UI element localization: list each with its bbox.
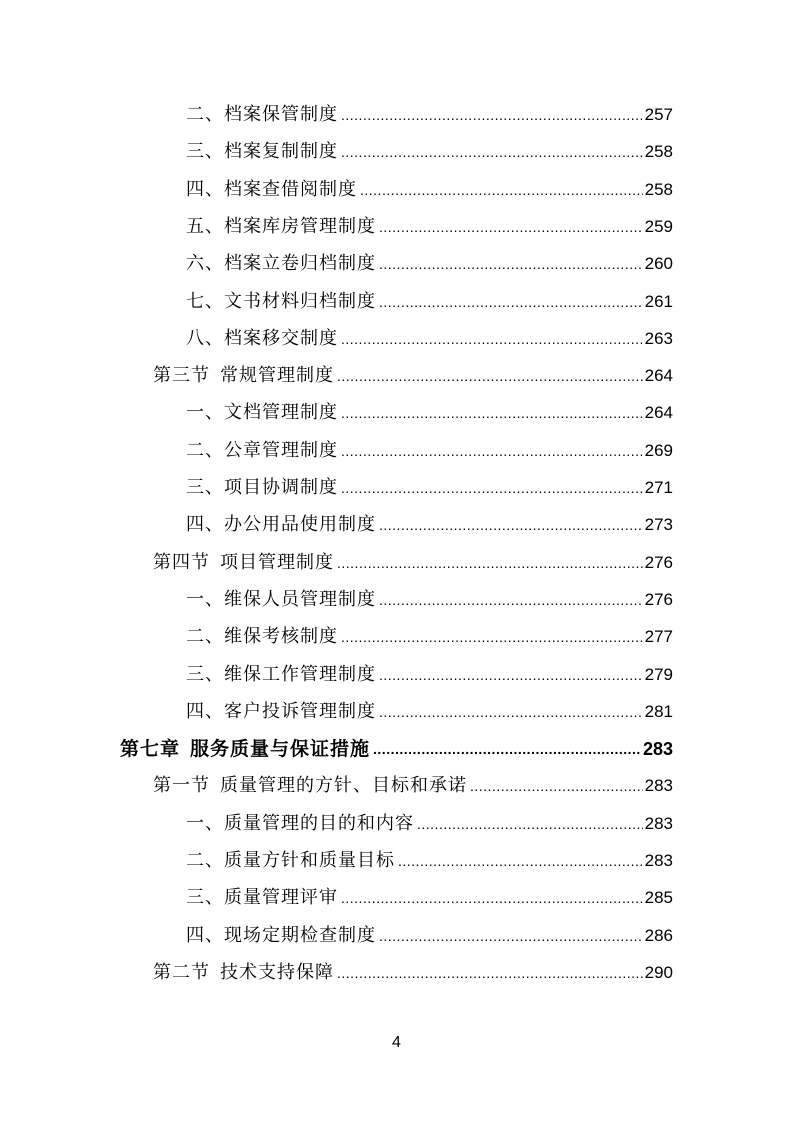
toc-entry-number: 三、 — [186, 141, 224, 163]
toc-entry-text: 办公用品使用制度 — [224, 514, 376, 536]
toc-entry-text: 档案保管制度 — [224, 104, 338, 125]
toc-entry-number: 三、 — [186, 887, 224, 909]
toc-entry-text: 文书材料归档制度 — [224, 290, 376, 312]
toc-entry-page: 273 — [644, 515, 673, 535]
toc-entry[interactable] — [186, 394, 673, 424]
toc-entry-page: 257 — [644, 105, 673, 124]
toc-dot-leader — [379, 216, 643, 238]
toc-entry[interactable] — [186, 805, 673, 835]
toc-dot-leader — [379, 664, 643, 686]
toc-entry-page: 290 — [644, 962, 673, 982]
toc-entry-page: 271 — [644, 478, 673, 497]
toc-dot-leader — [379, 589, 643, 611]
toc-entry-text: 常规管理制度 — [220, 365, 334, 387]
toc-dot-leader — [341, 328, 643, 350]
toc-entry-text: 项目协调制度 — [224, 477, 338, 498]
toc-entry[interactable] — [186, 693, 673, 723]
toc-entry[interactable] — [153, 357, 673, 387]
toc-dot-leader — [360, 179, 643, 201]
toc-entry-title — [186, 216, 376, 238]
toc-entry-title — [120, 738, 370, 760]
toc-entry[interactable] — [186, 96, 673, 126]
toc-dot-leader — [379, 925, 643, 947]
toc-entry-title — [186, 664, 376, 686]
page-number: 4 — [392, 1034, 401, 1051]
toc-entry-page: 283 — [644, 776, 673, 796]
toc-entry[interactable] — [186, 506, 673, 536]
toc-entry-text: 现场定期检查制度 — [224, 924, 376, 946]
toc-dot-leader — [341, 402, 643, 424]
toc-entry-number: 一、 — [186, 812, 224, 834]
toc-entry-page: 258 — [644, 179, 673, 199]
toc-entry-text: 质量方针和质量目标 — [224, 850, 395, 871]
toc-entry-number: 第三节 — [153, 365, 210, 387]
toc-entry-text: 维保人员管理制度 — [224, 588, 376, 610]
toc-dot-leader — [470, 775, 643, 797]
toc-entry-title — [153, 775, 467, 797]
toc-dot-leader — [379, 701, 643, 723]
toc-entry-number: 六、 — [186, 253, 224, 275]
toc-dot-leader — [337, 962, 643, 984]
toc-dot-leader — [373, 738, 641, 760]
toc-entry-page: 276 — [644, 552, 673, 572]
toc-dot-leader — [341, 626, 643, 648]
toc-dot-leader — [379, 514, 643, 536]
toc-entry[interactable] — [186, 656, 673, 686]
toc-entry-title — [186, 440, 338, 462]
toc-entry-text: 档案立卷归档制度 — [224, 253, 376, 275]
toc-entry[interactable] — [186, 917, 673, 947]
toc-entry-text: 质量管理的方针、目标和承诺 — [220, 775, 467, 797]
toc-entry[interactable] — [186, 432, 673, 462]
toc-entry-title — [186, 887, 338, 909]
toc-entry-text: 项目管理制度 — [220, 551, 334, 573]
toc-entry[interactable] — [186, 879, 673, 909]
toc-entry[interactable] — [120, 730, 673, 760]
toc-entry-text: 技术支持保障 — [220, 961, 334, 983]
toc-entry-page: 264 — [644, 366, 673, 386]
toc-entry-title — [186, 253, 376, 275]
toc-entry-title — [186, 291, 376, 313]
toc-entry-text: 质量管理评审 — [224, 887, 338, 909]
toc-entry-title — [186, 514, 376, 536]
toc-entry-number: 四、 — [186, 924, 224, 946]
toc-entry-text: 维保工作管理制度 — [224, 663, 376, 685]
toc-entry[interactable] — [186, 208, 673, 238]
toc-entry-title — [186, 402, 338, 424]
toc-entry[interactable] — [186, 133, 673, 163]
toc-entry-text: 质量管理的目的和内容 — [224, 812, 414, 834]
toc-entry-title — [186, 179, 357, 201]
toc-dot-leader — [417, 813, 643, 835]
toc-entry-page: 285 — [644, 888, 673, 908]
toc-dot-leader — [341, 104, 643, 126]
toc-entry[interactable] — [153, 767, 673, 797]
toc-dot-leader — [337, 552, 643, 574]
toc-entry-page: 260 — [644, 254, 673, 274]
toc-entry[interactable] — [186, 283, 673, 313]
toc-entry-title — [186, 328, 338, 350]
toc-entry-title — [186, 701, 376, 723]
toc-dot-leader — [398, 850, 643, 872]
toc-entry-text: 维保考核制度 — [224, 626, 338, 648]
toc-entry-text: 档案库房管理制度 — [224, 215, 376, 237]
toc-entry-text: 文档管理制度 — [224, 402, 338, 424]
toc-entry-title — [186, 589, 376, 611]
toc-entry[interactable] — [186, 469, 673, 499]
toc-entry-page: 286 — [644, 925, 673, 945]
toc-entry-title — [186, 813, 414, 835]
toc-dot-leader — [379, 291, 643, 313]
toc-dot-leader — [341, 440, 643, 462]
toc-entry-title — [186, 141, 338, 163]
toc-entry-page: 277 — [644, 627, 673, 647]
toc-entry-number: 四、 — [186, 700, 224, 722]
toc-entry-number: 第一节 — [153, 775, 210, 797]
toc-entry-number: 第二节 — [153, 961, 210, 983]
toc-entry-title — [186, 104, 338, 126]
toc-entry[interactable] — [186, 320, 673, 350]
toc-entry-number: 一、 — [186, 402, 224, 424]
toc-entry-page: 261 — [644, 291, 673, 311]
toc-entry[interactable] — [153, 544, 673, 574]
toc-dot-leader — [341, 477, 643, 499]
toc-entry[interactable] — [186, 618, 673, 648]
toc-dot-leader — [341, 141, 643, 163]
toc-entry-title — [153, 962, 334, 984]
toc-entry-page: 283 — [644, 813, 673, 833]
toc-entry-number: 第七章 — [120, 738, 181, 761]
toc-entry-text: 客户投诉管理制度 — [224, 700, 376, 722]
toc-entry-title — [186, 925, 376, 947]
toc-entry-number: 一、 — [186, 588, 224, 610]
toc-entry-title — [186, 626, 338, 648]
toc-entry-page: 259 — [644, 216, 673, 236]
toc-entry-number: 五、 — [186, 215, 224, 237]
toc-entry[interactable] — [186, 581, 673, 611]
toc-entry-page: 263 — [644, 328, 673, 348]
toc-entry-text: 档案复制制度 — [224, 141, 338, 163]
toc-entry-number: 三、 — [186, 477, 224, 498]
toc-entry-number: 四、 — [186, 514, 224, 536]
toc-entry-page: 283 — [644, 851, 673, 870]
toc-entry-title — [186, 850, 395, 872]
toc-entry-page: 283 — [642, 739, 673, 760]
toc-entry[interactable] — [186, 842, 673, 872]
toc-entry-number: 三、 — [186, 663, 224, 685]
toc-entry-number: 二、 — [186, 626, 224, 648]
toc-entry-title — [153, 365, 334, 387]
toc-entry-page: 279 — [644, 664, 673, 684]
toc-entry-page: 281 — [644, 701, 673, 721]
toc-dot-leader — [379, 253, 643, 275]
toc-entry-text: 公章管理制度 — [224, 439, 338, 461]
toc-entry-title — [186, 477, 338, 499]
toc-entry-text: 服务质量与保证措施 — [190, 738, 371, 761]
toc-entry-number: 八、 — [186, 327, 224, 349]
toc-entry-page: 269 — [644, 440, 673, 460]
toc-entry-number: 二、 — [186, 850, 224, 871]
toc-entry[interactable] — [186, 245, 673, 275]
toc-entry[interactable] — [186, 171, 673, 201]
toc-entry-page: 258 — [644, 142, 673, 162]
toc-entry-number: 二、 — [186, 439, 224, 461]
toc-entry-number: 四、 — [186, 178, 224, 200]
toc-entry-number: 二、 — [186, 104, 224, 125]
toc-dot-leader — [337, 365, 643, 387]
toc-entry-page: 264 — [644, 403, 673, 423]
toc-entry-page: 276 — [644, 589, 673, 609]
toc-entry-text: 档案移交制度 — [224, 327, 338, 349]
toc-entry[interactable] — [153, 954, 673, 984]
toc-entry-title — [153, 552, 334, 574]
toc-entry-number: 第四节 — [153, 551, 210, 573]
toc-dot-leader — [341, 887, 643, 909]
toc-entry-number: 七、 — [186, 290, 224, 312]
toc-entry-text: 档案查借阅制度 — [224, 178, 357, 200]
